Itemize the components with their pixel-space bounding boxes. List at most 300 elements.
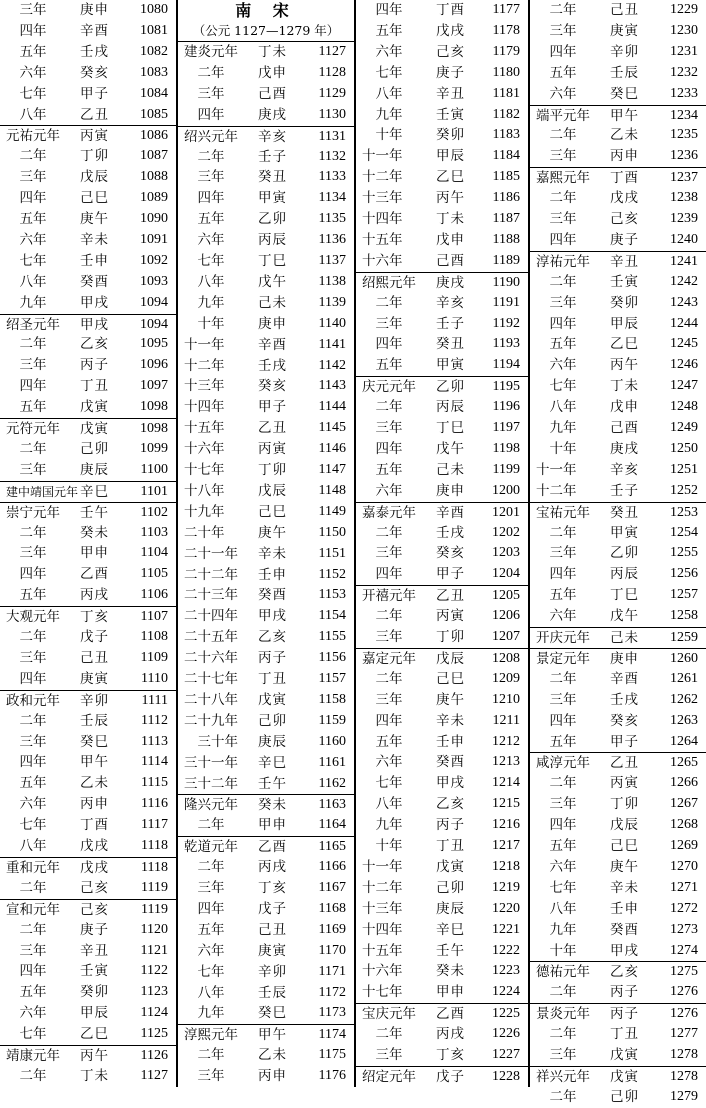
table-row <box>356 314 528 335</box>
year: 1136 <box>318 232 346 248</box>
table-row <box>0 376 176 397</box>
table-row <box>356 1045 528 1066</box>
ganzhi: 乙卯 <box>258 211 287 228</box>
ganzhi: 甲子 <box>610 733 639 750</box>
ganzhi: 甲午 <box>258 1027 287 1044</box>
year: 1277 <box>670 1026 698 1042</box>
era-name: 十年 <box>362 838 403 854</box>
ganzhi: 己酉 <box>610 420 639 436</box>
era-name: 景定元年 <box>536 650 590 667</box>
era-name: 四年 <box>6 22 47 39</box>
ganzhi: 己卯 <box>80 440 109 457</box>
table-row <box>530 878 706 899</box>
year: 1086 <box>140 128 168 144</box>
year: 1121 <box>140 942 168 958</box>
ganzhi: 甲寅 <box>258 190 287 207</box>
ganzhi: 乙未 <box>258 1047 287 1064</box>
year: 1174 <box>318 1027 346 1043</box>
year: 1209 <box>492 670 520 686</box>
ganzhi: 己丑 <box>80 649 109 666</box>
ganzhi: 壬辰 <box>258 984 287 1001</box>
ganzhi: 戊戌 <box>436 22 465 39</box>
table-row <box>530 167 706 189</box>
era-name: 三年 <box>536 22 577 39</box>
ganzhi: 辛未 <box>80 231 109 248</box>
table-row <box>356 648 528 670</box>
year: 1110 <box>141 670 168 686</box>
year: 1116 <box>141 796 168 812</box>
era-name: 宝庆元年 <box>362 1006 416 1023</box>
ganzhi: 辛丑 <box>610 253 639 270</box>
era-name: 九年 <box>184 294 225 311</box>
era-name: 二年 <box>6 712 47 729</box>
ganzhi: 丁巳 <box>258 253 287 269</box>
year: 1182 <box>492 106 520 122</box>
ganzhi: 丙辰 <box>258 232 287 249</box>
ganzhi: 庚午 <box>258 524 287 541</box>
table-row <box>178 606 354 627</box>
era-name: 端平元年 <box>536 107 590 124</box>
year: 1227 <box>492 1047 520 1062</box>
year: 1132 <box>318 148 346 164</box>
year: 1198 <box>492 440 520 456</box>
table-row <box>178 439 354 460</box>
year: 1205 <box>492 588 520 604</box>
table-row <box>356 84 528 105</box>
ganzhi: 乙亥 <box>258 629 287 646</box>
ganzhi: 乙丑 <box>610 755 639 772</box>
year: 1113 <box>141 733 168 749</box>
year: 1093 <box>140 273 168 289</box>
ganzhi: 癸酉 <box>80 273 109 290</box>
year: 1221 <box>492 921 520 937</box>
table-row <box>0 84 176 105</box>
year: 1228 <box>492 1068 520 1084</box>
table-row <box>0 543 176 564</box>
era-name: 三年 <box>184 169 225 186</box>
ganzhi: 戊子 <box>436 1068 465 1085</box>
ganzhi: 丁卯 <box>610 796 639 813</box>
year: 1101 <box>140 483 168 499</box>
era-name: 四年 <box>536 712 577 729</box>
table-row <box>0 690 176 712</box>
year: 1225 <box>492 1006 520 1022</box>
table-row <box>0 920 176 941</box>
era-name: 二年 <box>536 775 577 792</box>
year: 1279 <box>670 1088 698 1104</box>
era-name: 六年 <box>536 85 577 102</box>
ganzhi: 戊午 <box>610 608 639 625</box>
table-row <box>356 836 528 857</box>
era-name: 三年 <box>6 169 47 186</box>
ganzhi: 壬午 <box>258 775 287 792</box>
era-name: 三年 <box>362 629 403 645</box>
ganzhi: 己卯 <box>610 1088 639 1105</box>
year: 1176 <box>318 1068 346 1084</box>
ganzhi: 庚申 <box>258 315 287 332</box>
era-name: 三年 <box>6 2 47 18</box>
year: 1276 <box>670 1006 698 1022</box>
era-name: 四年 <box>184 190 225 207</box>
ganzhi: 壬申 <box>258 566 287 583</box>
ganzhi: 戊辰 <box>610 817 639 834</box>
era-name: 五年 <box>6 399 47 416</box>
table-row <box>0 314 176 336</box>
year: 1152 <box>318 566 346 582</box>
year: 1144 <box>318 399 346 415</box>
table-row <box>0 397 176 418</box>
table-row <box>0 1066 176 1087</box>
table-row <box>530 146 706 167</box>
year: 1223 <box>492 963 520 979</box>
ganzhi: 癸卯 <box>80 984 109 1001</box>
table-row <box>0 752 176 773</box>
year: 1104 <box>140 545 168 561</box>
year: 1237 <box>670 170 698 186</box>
table-row <box>356 167 528 188</box>
year: 1253 <box>670 504 698 520</box>
year: 1169 <box>318 921 346 937</box>
ganzhi: 丙子 <box>610 1006 639 1023</box>
table-row <box>530 188 706 209</box>
table-row <box>178 460 354 481</box>
ganzhi: 甲午 <box>610 107 639 124</box>
year: 1263 <box>670 712 698 728</box>
table-row <box>0 711 176 732</box>
ganzhi: 辛巳 <box>80 483 109 500</box>
era-name: 四年 <box>362 566 403 583</box>
ganzhi: 乙巳 <box>80 1026 109 1043</box>
ganzhi: 己亥 <box>80 901 109 918</box>
year: 1211 <box>492 712 520 728</box>
table-row <box>178 188 354 209</box>
era-name: 二十九年 <box>184 712 238 729</box>
ganzhi: 壬寅 <box>436 106 465 123</box>
year: 1193 <box>492 336 520 352</box>
year: 1149 <box>318 503 346 519</box>
era-name: 十四年 <box>362 921 403 938</box>
ganzhi: 壬辰 <box>80 712 109 729</box>
table-row <box>530 334 706 355</box>
year: 1126 <box>140 1048 168 1063</box>
ganzhi: 癸亥 <box>610 712 639 729</box>
table-row <box>178 899 354 920</box>
ganzhi: 乙丑 <box>436 588 465 605</box>
ganzhi: 甲申 <box>258 817 287 834</box>
year: 1276 <box>670 984 698 1000</box>
ganzhi: 乙未 <box>610 127 639 144</box>
ganzhi: 戊子 <box>258 900 287 917</box>
ganzhi: 己丑 <box>258 921 287 938</box>
table-row <box>0 334 176 355</box>
era-name: 七年 <box>362 64 403 81</box>
era-name: 二年 <box>362 399 403 416</box>
ganzhi: 己巳 <box>80 190 109 207</box>
ganzhi: 戊戌 <box>80 859 109 876</box>
table-row <box>0 669 176 690</box>
year: 1153 <box>318 587 346 603</box>
year: 1157 <box>318 671 346 686</box>
ganzhi: 乙巳 <box>610 336 639 353</box>
year: 1190 <box>492 274 520 290</box>
year: 1124 <box>140 1005 168 1021</box>
table-row <box>530 543 706 564</box>
year: 1271 <box>670 879 698 895</box>
ganzhi: 辛未 <box>436 712 465 729</box>
year: 1142 <box>318 357 346 373</box>
table-row <box>356 711 528 732</box>
era-name: 十三年 <box>184 378 225 395</box>
ganzhi: 乙丑 <box>80 106 109 123</box>
table-row <box>178 523 354 544</box>
ganzhi: 乙酉 <box>258 839 287 856</box>
era-name: 十四年 <box>184 399 225 416</box>
table-row <box>356 523 528 544</box>
ganzhi: 己巳 <box>610 838 639 854</box>
table-row <box>530 1045 706 1066</box>
table-row <box>178 627 354 648</box>
table-row <box>178 941 354 962</box>
year: 1170 <box>318 942 346 958</box>
ganzhi: 甲戌 <box>80 294 109 311</box>
era-name: 六年 <box>362 754 403 771</box>
year: 1189 <box>492 252 520 268</box>
year: 1158 <box>318 691 346 707</box>
ganzhi: 壬戌 <box>258 357 287 374</box>
ganzhi: 庚午 <box>436 691 465 708</box>
ganzhi: 癸亥 <box>436 545 465 562</box>
era-name: 三年 <box>536 796 577 813</box>
table-row <box>0 0 176 21</box>
year: 1207 <box>492 629 520 644</box>
era-name: 三年 <box>184 880 225 896</box>
year: 1154 <box>318 608 346 624</box>
year: 1160 <box>318 733 346 749</box>
year: 1141 <box>318 336 346 352</box>
era-name: 乾道元年 <box>184 839 238 856</box>
ganzhi: 辛亥 <box>436 294 465 311</box>
table-row <box>0 961 176 982</box>
table-row <box>356 21 528 42</box>
ganzhi: 庚戌 <box>610 440 639 457</box>
year: 1098 <box>140 399 168 415</box>
year: 1278 <box>670 1068 698 1084</box>
ganzhi: 辛卯 <box>80 692 109 709</box>
ganzhi: 己亥 <box>610 211 639 227</box>
table-row <box>530 523 706 544</box>
table-row <box>178 167 354 188</box>
ganzhi: 戊戌 <box>80 838 109 854</box>
era-name: 十二年 <box>184 357 225 374</box>
year: 1082 <box>140 43 168 59</box>
year: 1180 <box>492 64 520 80</box>
era-name: 二十八年 <box>184 691 238 708</box>
year: 1270 <box>670 858 698 874</box>
year: 1123 <box>140 984 168 1000</box>
year: 1185 <box>492 169 520 185</box>
table-row <box>178 1024 354 1046</box>
ganzhi: 癸酉 <box>610 921 639 938</box>
year: 1081 <box>140 22 168 38</box>
year: 1161 <box>318 754 346 770</box>
year: 1222 <box>492 942 520 958</box>
year: 1100 <box>140 461 168 477</box>
ganzhi: 庚申 <box>436 482 465 499</box>
ganzhi: 甲戌 <box>436 775 465 792</box>
year: 1168 <box>318 900 346 916</box>
era-name: 三年 <box>362 1047 403 1063</box>
table-row <box>530 84 706 105</box>
ganzhi: 壬子 <box>436 315 465 332</box>
year: 1085 <box>140 106 168 122</box>
year: 1119 <box>141 901 168 917</box>
era-name: 十年 <box>536 440 577 457</box>
ganzhi: 癸巳 <box>258 1005 287 1022</box>
table-row <box>530 669 706 690</box>
table-row <box>178 711 354 732</box>
ganzhi: 庚寅 <box>610 22 639 39</box>
era-name: 隆兴元年 <box>184 797 238 814</box>
ganzhi: 丁卯 <box>258 462 287 478</box>
table-row <box>178 418 354 439</box>
year: 1254 <box>670 524 698 540</box>
table-row <box>356 585 528 607</box>
table-row <box>0 627 176 648</box>
table-row <box>178 1066 354 1087</box>
year: 1266 <box>670 775 698 791</box>
era-name: 七年 <box>536 378 577 395</box>
table-row <box>0 878 176 899</box>
era-name: 二年 <box>6 921 47 938</box>
table-row <box>356 272 528 294</box>
era-name: 三年 <box>362 420 403 436</box>
era-name: 七年 <box>536 879 577 896</box>
ganzhi: 戊申 <box>610 399 639 416</box>
ganzhi: 壬子 <box>610 482 639 499</box>
era-name: 嘉泰元年 <box>362 504 416 521</box>
table-row <box>530 42 706 63</box>
year: 1242 <box>670 273 698 289</box>
table-row <box>178 335 354 356</box>
year: 1090 <box>140 211 168 226</box>
year: 1232 <box>670 64 698 80</box>
era-name: 九年 <box>536 420 577 436</box>
ganzhi: 乙亥 <box>80 336 109 353</box>
year: 1194 <box>492 357 520 373</box>
era-name: 十六年 <box>184 441 225 458</box>
table-row <box>530 606 706 627</box>
table-row <box>356 105 528 126</box>
ganzhi: 甲子 <box>258 399 287 416</box>
year: 1264 <box>670 733 698 749</box>
year: 1135 <box>318 211 346 227</box>
ganzhi: 壬午 <box>436 942 465 959</box>
ganzhi: 辛酉 <box>80 22 109 39</box>
era-name: 二年 <box>362 608 403 625</box>
era-name: 三年 <box>362 691 403 708</box>
ganzhi: 丙寅 <box>80 128 109 145</box>
era-name: 十年 <box>362 127 403 144</box>
table-row <box>356 42 528 63</box>
table-row <box>356 146 528 167</box>
year: 1274 <box>670 942 698 958</box>
table-row <box>178 753 354 774</box>
table-row <box>0 355 176 376</box>
era-name: 七年 <box>6 252 47 269</box>
year: 1240 <box>670 231 698 247</box>
ganzhi: 丙申 <box>610 148 639 165</box>
ganzhi: 乙未 <box>80 775 109 792</box>
era-name: 十五年 <box>184 420 225 437</box>
ganzhi: 辛巳 <box>436 921 465 938</box>
table-row <box>530 920 706 941</box>
era-name: 淳熙元年 <box>184 1027 238 1044</box>
ganzhi: 己卯 <box>258 712 287 729</box>
table-row <box>356 1066 528 1088</box>
table-row <box>0 21 176 42</box>
year: 1145 <box>318 420 346 436</box>
year: 1150 <box>318 524 346 540</box>
table-row <box>0 439 176 460</box>
era-name: 二年 <box>184 1047 225 1064</box>
year: 1201 <box>492 504 520 520</box>
era-name: 绍兴元年 <box>184 128 238 145</box>
ganzhi: 己卯 <box>436 879 465 896</box>
ganzhi: 庚辰 <box>258 733 287 750</box>
era-name: 二年 <box>184 817 225 834</box>
ganzhi: 丁卯 <box>80 148 109 165</box>
table-row <box>530 899 706 920</box>
era-name: 四年 <box>6 190 47 207</box>
ganzhi: 丙寅 <box>436 608 465 625</box>
ganzhi: 乙卯 <box>610 545 639 562</box>
era-name: 三年 <box>536 211 577 227</box>
era-name: 二年 <box>6 629 47 645</box>
year: 1195 <box>492 379 520 395</box>
ganzhi: 丁未 <box>80 1067 109 1084</box>
year: 1092 <box>140 252 168 268</box>
year: 1148 <box>318 482 346 498</box>
ganzhi: 丁未 <box>436 211 465 227</box>
era-name: 二年 <box>536 2 577 18</box>
dynasty-title: 南 宋 <box>235 1 297 20</box>
table-row <box>0 418 176 440</box>
era-name: 七年 <box>6 1026 47 1043</box>
era-name: 三年 <box>6 649 47 666</box>
era-name: 三十二年 <box>184 775 238 792</box>
year: 1127 <box>318 44 346 59</box>
ganzhi: 癸未 <box>258 797 287 814</box>
ganzhi: 辛亥 <box>610 461 639 478</box>
year: 1202 <box>492 524 520 540</box>
era-name: 五年 <box>362 22 403 39</box>
era-name: 元祐元年 <box>6 128 60 145</box>
year: 1163 <box>318 797 346 813</box>
ganzhi: 癸卯 <box>436 127 465 144</box>
year: 1109 <box>140 649 168 665</box>
year: 1091 <box>140 231 168 247</box>
year: 1217 <box>492 838 520 853</box>
table-row <box>178 774 354 795</box>
table-row <box>530 585 706 606</box>
table-row <box>178 105 354 126</box>
ganzhi: 丁亥 <box>436 1047 465 1063</box>
era-name: 开禧元年 <box>362 588 416 605</box>
year: 1234 <box>670 107 698 123</box>
year: 1218 <box>492 858 520 874</box>
table-row <box>356 376 528 398</box>
era-name: 七年 <box>184 253 225 269</box>
